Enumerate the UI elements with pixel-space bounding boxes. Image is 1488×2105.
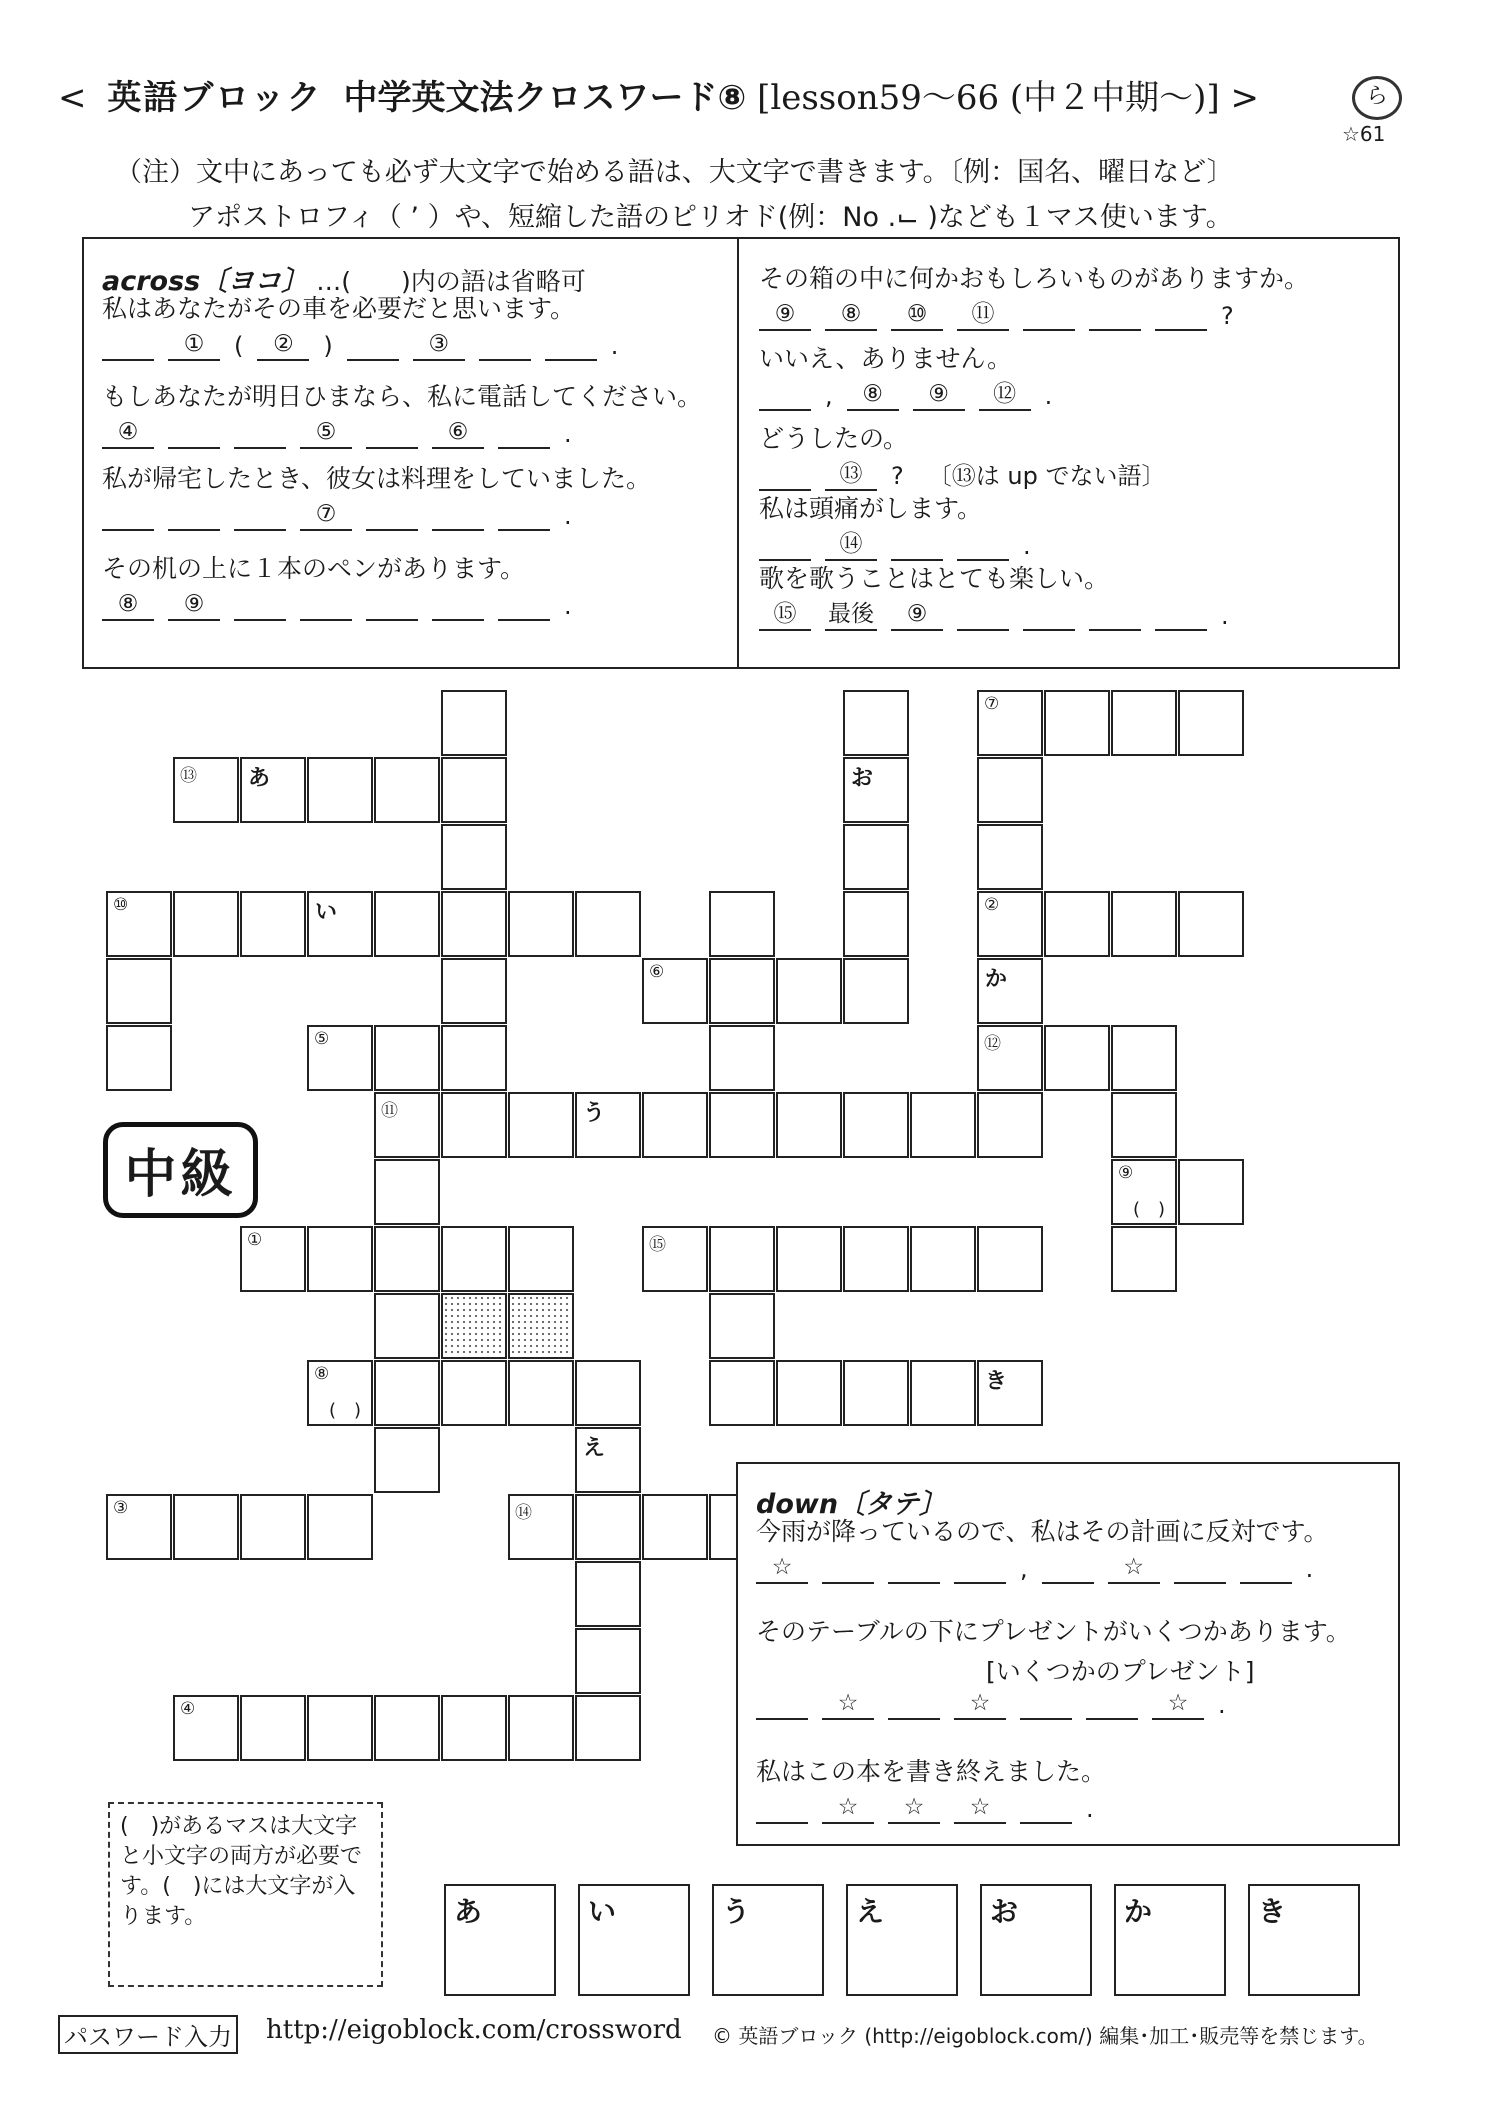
answer-blank[interactable]: ①	[168, 329, 220, 361]
keyword-box-label: か	[1124, 1895, 1153, 1928]
answer-blank[interactable]: ⑧	[847, 379, 899, 411]
grid-cell[interactable]	[173, 891, 239, 957]
punctuation: .	[564, 592, 572, 620]
answer-blank[interactable]: ⑦	[300, 499, 352, 531]
grid-cell[interactable]	[1111, 690, 1177, 756]
answer-blank[interactable]: ☆	[954, 1792, 1006, 1824]
grid-cell[interactable]	[1111, 1226, 1177, 1292]
answer-blank[interactable]: ⑥	[432, 417, 484, 449]
grid-cell[interactable]	[173, 1695, 239, 1761]
clue-sentence: 私が帰宅したとき、彼女は料理をしていました。	[102, 464, 652, 493]
answer-blank[interactable]	[1155, 299, 1207, 331]
grid-cell[interactable]	[843, 1092, 909, 1158]
clue-note: 〔⑬は up でない語〕	[927, 462, 1166, 490]
answer-row	[102, 589, 572, 621]
answer-blank[interactable]	[1089, 299, 1141, 331]
answer-blank[interactable]	[300, 589, 352, 621]
answer-blank[interactable]: ⑩	[891, 299, 943, 331]
answer-blank[interactable]: ⑨	[891, 599, 943, 631]
answer-blank[interactable]: ⑨	[913, 379, 965, 411]
grid-cell[interactable]	[441, 1025, 507, 1091]
clue-sentence: 私はこの本を書き終えました。	[756, 1757, 1107, 1786]
grid-cell[interactable]	[843, 1360, 909, 1426]
down-column	[756, 1482, 1386, 1832]
grid-cell[interactable]	[575, 1360, 641, 1426]
grid-cell[interactable]	[1111, 891, 1177, 957]
grid-cell[interactable]	[441, 1695, 507, 1761]
grid-cell[interactable]	[441, 1360, 507, 1426]
clue-number: ⑩	[113, 895, 129, 915]
clue-sentence: 歌を歌うことはとても楽しい。	[759, 564, 1110, 593]
grid-cell[interactable]	[1111, 1159, 1177, 1225]
keyword-letter: き	[985, 1369, 1008, 1394]
answer-row	[102, 499, 572, 531]
answer-blank[interactable]	[498, 589, 550, 621]
grid-cell[interactable]	[240, 757, 306, 823]
grid-cell[interactable]	[1111, 1092, 1177, 1158]
answer-blank[interactable]: ☆	[1108, 1552, 1160, 1584]
password-label: パスワード入力	[58, 2015, 238, 2054]
grid-cell[interactable]	[977, 690, 1043, 756]
grid-cell[interactable]	[575, 891, 641, 957]
keyword-box-label: う	[722, 1895, 751, 1928]
grid-cell[interactable]	[307, 1695, 373, 1761]
answer-row	[759, 599, 1229, 631]
star-code: ☆61	[1342, 122, 1386, 146]
clue-number: ③	[113, 1498, 129, 1518]
answer-blank[interactable]: ③	[413, 329, 465, 361]
answer-blank[interactable]: ⑤	[300, 417, 352, 449]
grid-cell[interactable]	[642, 1092, 708, 1158]
grid-cell[interactable]	[508, 1092, 574, 1158]
punctuation: (	[234, 332, 244, 360]
across-heading: across〔ヨコ〕	[102, 266, 309, 297]
answer-row	[756, 1552, 1313, 1584]
grid-cell[interactable]	[1178, 1159, 1244, 1225]
keyword-letter: い	[315, 900, 338, 925]
answer-blank[interactable]	[756, 1688, 808, 1720]
clue-sentence: いいえ、ありません。	[759, 344, 1013, 373]
answer-blank[interactable]: ②	[257, 329, 309, 361]
answer-blank[interactable]	[891, 529, 943, 561]
punctuation: ,	[1020, 1555, 1028, 1583]
punctuation: .	[1221, 602, 1229, 630]
grid-cell[interactable]	[441, 1226, 507, 1292]
grid-cell[interactable]	[307, 1226, 373, 1292]
clue-number: ①	[247, 1230, 263, 1250]
grid-cell[interactable]	[977, 1092, 1043, 1158]
grid-cell[interactable]	[575, 1695, 641, 1761]
grid-cell[interactable]	[508, 1494, 574, 1560]
page-header	[58, 70, 1259, 119]
answer-blank[interactable]	[759, 379, 811, 411]
clue-number: ⑮	[649, 1235, 666, 1255]
keyword-letter: お	[851, 766, 874, 791]
keyword-box[interactable]	[578, 1884, 690, 1996]
clue-number: ⑬	[180, 766, 197, 786]
answer-blank[interactable]: ⑭	[825, 529, 877, 561]
grid-cell[interactable]	[1178, 690, 1244, 756]
keyword-letter: え	[583, 1436, 606, 1461]
capital-marker: ( )	[1133, 1199, 1166, 1220]
grid-cell[interactable]	[508, 1226, 574, 1292]
answer-blank[interactable]: ☆	[822, 1688, 874, 1720]
panel-divider	[737, 239, 739, 667]
answer-blank[interactable]: ⑮	[759, 599, 811, 631]
punctuation: ?	[891, 462, 904, 490]
answer-row	[759, 459, 1165, 491]
grid-cell[interactable]	[441, 1092, 507, 1158]
logo: 英語ブロック	[107, 78, 323, 118]
clue-sentence: もしあなたが明日ひまなら、私に電話してください。	[102, 382, 703, 411]
keyword-letter: か	[985, 967, 1008, 992]
grid-cell[interactable]	[240, 1494, 306, 1560]
punctuation: .	[1023, 532, 1031, 560]
across-left-column	[102, 259, 722, 659]
answer-blank[interactable]	[347, 329, 399, 361]
answer-blank[interactable]	[759, 529, 811, 561]
grid-cell[interactable]	[307, 1025, 373, 1091]
answer-blank[interactable]: ☆	[888, 1792, 940, 1824]
clue-number: ④	[180, 1699, 196, 1719]
answer-blank[interactable]: 最後	[825, 599, 877, 631]
grid-cell[interactable]	[106, 1494, 172, 1560]
answer-blank[interactable]: ⑧	[102, 589, 154, 621]
grid-cell[interactable]	[977, 1360, 1043, 1426]
across-right-column	[759, 259, 1379, 659]
clue-sentence: その机の上に１本のペンがあります。	[102, 554, 526, 583]
grid-cell[interactable]	[1044, 1025, 1110, 1091]
keyword-box-label: え	[856, 1895, 885, 1928]
answer-blank[interactable]	[234, 499, 286, 531]
clue-subnote: [いくつかのプレゼント]	[986, 1657, 1255, 1686]
keyword-letter: あ	[248, 766, 271, 791]
lesson-range: [lesson59〜66 (中２中期〜)]	[757, 78, 1220, 118]
keyword-box-label: き	[1258, 1895, 1287, 1928]
grid-cell[interactable]	[977, 824, 1043, 890]
grid-cell[interactable]	[776, 1360, 842, 1426]
punctuation: .	[1044, 382, 1053, 410]
grid-cell[interactable]	[441, 958, 507, 1024]
clue-sentence: 今雨が降っているので、私はその計画に反対です。	[756, 1517, 1329, 1546]
clue-number: ⑫	[984, 1034, 1001, 1054]
note-line-1: （注）文中にあっても必ず大文字で始める語は、大文字で書きます。〔例：国名、曜日など〕	[115, 157, 1234, 188]
answer-blank[interactable]	[366, 499, 418, 531]
keyword-letter: う	[583, 1101, 606, 1126]
grid-cell[interactable]	[307, 891, 373, 957]
keyword-box[interactable]	[980, 1884, 1092, 1996]
answer-blank[interactable]	[479, 329, 531, 361]
answer-row	[759, 379, 1052, 411]
clue-number: ⑭	[515, 1503, 532, 1523]
grid-cell[interactable]	[843, 891, 909, 957]
grid-cell[interactable]	[374, 1226, 440, 1292]
keyword-box-label: い	[588, 1895, 617, 1928]
clue-sentence: その箱の中に何かおもしろいものがありますか。	[759, 264, 1310, 293]
clue-number: ⑤	[314, 1029, 330, 1049]
punctuation: .	[1305, 1555, 1314, 1583]
grid-cell[interactable]	[374, 1695, 440, 1761]
clue-number: ⑦	[984, 694, 1000, 714]
grid-cell[interactable]	[709, 891, 775, 957]
grid-cell[interactable]	[642, 958, 708, 1024]
keyword-box[interactable]	[1114, 1884, 1226, 1996]
punctuation: )	[323, 332, 333, 360]
grid-cell[interactable]	[977, 757, 1043, 823]
answer-blank[interactable]	[1086, 1688, 1138, 1720]
grid-cell[interactable]	[843, 757, 909, 823]
answer-blank[interactable]: ☆	[1152, 1688, 1204, 1720]
answer-row	[759, 299, 1234, 331]
answer-blank[interactable]: ⑨	[168, 589, 220, 621]
grid-cell[interactable]	[508, 1293, 574, 1359]
keyword-box[interactable]	[444, 1884, 556, 1996]
keyword-box[interactable]	[1248, 1884, 1360, 1996]
answer-blank[interactable]	[498, 499, 550, 531]
answer-blank[interactable]	[1042, 1552, 1094, 1584]
answer-blank[interactable]: ⑨	[759, 299, 811, 331]
grid-cell[interactable]	[709, 1360, 775, 1426]
answer-blank[interactable]	[1023, 599, 1075, 631]
answer-blank[interactable]: ☆	[954, 1688, 1006, 1720]
answer-blank[interactable]	[1020, 1792, 1072, 1824]
grid-cell[interactable]	[441, 757, 507, 823]
answer-blank[interactable]	[168, 417, 220, 449]
grid-cell[interactable]	[575, 1092, 641, 1158]
answer-blank[interactable]: ⑧	[825, 299, 877, 331]
keyword-box-label: お	[990, 1895, 1019, 1928]
grid-cell[interactable]	[307, 757, 373, 823]
answer-row	[102, 329, 618, 361]
grid-cell[interactable]	[374, 1025, 440, 1091]
clue-number: ②	[984, 895, 1000, 915]
grid-cell[interactable]	[709, 958, 775, 1024]
grid-cell[interactable]	[910, 1092, 976, 1158]
clue-sentence: 私はあなたがその車を必要だと思います。	[102, 294, 576, 323]
answer-blank[interactable]	[102, 499, 154, 531]
answer-blank[interactable]	[954, 1552, 1006, 1584]
grid-cell[interactable]	[709, 1092, 775, 1158]
answer-blank[interactable]	[756, 1792, 808, 1824]
grid-cell[interactable]	[977, 958, 1043, 1024]
answer-blank[interactable]: ④	[102, 417, 154, 449]
grid-cell[interactable]	[374, 1427, 440, 1493]
grid-cell[interactable]	[709, 1226, 775, 1292]
clue-sentence: どうしたの。	[759, 424, 909, 453]
answer-row	[756, 1792, 1094, 1824]
keyword-box[interactable]	[846, 1884, 958, 1996]
grid-cell[interactable]	[173, 757, 239, 823]
grid-cell[interactable]	[173, 1494, 239, 1560]
grid-cell[interactable]	[709, 1025, 775, 1091]
answer-blank[interactable]	[366, 417, 418, 449]
answer-blank[interactable]: ⑬	[825, 459, 877, 491]
grid-cell[interactable]	[1178, 891, 1244, 957]
grid-cell[interactable]	[307, 1494, 373, 1560]
grid-cell[interactable]	[843, 824, 909, 890]
grid-cell[interactable]	[508, 1360, 574, 1426]
grid-cell[interactable]	[374, 757, 440, 823]
face-icon: ら	[1352, 76, 1402, 120]
grid-cell[interactable]	[910, 1360, 976, 1426]
grid-cell[interactable]	[776, 1092, 842, 1158]
clue-sentence: 私は頭痛がします。	[759, 494, 983, 523]
answer-blank[interactable]	[1240, 1552, 1292, 1584]
answer-blank[interactable]	[498, 417, 550, 449]
clue-number: ⑨	[1118, 1163, 1134, 1183]
grid-cell[interactable]	[307, 1360, 373, 1426]
answer-blank[interactable]	[1155, 599, 1207, 631]
punctuation: .	[1218, 1691, 1226, 1719]
down-panel	[736, 1462, 1400, 1846]
grid-cell[interactable]	[508, 891, 574, 957]
answer-blank[interactable]	[234, 589, 286, 621]
answer-blank[interactable]	[957, 599, 1009, 631]
across-heading-note: …( )内の語は省略可	[316, 267, 586, 296]
grid-cell[interactable]	[642, 1494, 708, 1560]
clue-panel	[82, 237, 1400, 669]
grid-cell[interactable]	[374, 1293, 440, 1359]
grid-cell[interactable]	[374, 1360, 440, 1426]
answer-row	[759, 529, 1031, 561]
answer-blank[interactable]	[168, 499, 220, 531]
close-bracket: >	[1230, 78, 1260, 118]
grid-cell[interactable]	[575, 1494, 641, 1560]
grid-cell[interactable]	[240, 1695, 306, 1761]
capital-marker: ( )	[329, 1400, 362, 1421]
grid-cell[interactable]	[106, 958, 172, 1024]
punctuation: .	[1086, 1795, 1094, 1823]
grid-cell[interactable]	[575, 1561, 641, 1627]
note-line-2: アポストロフィ（ ’ ）や、短縮した語のピリオド(例：No .⌙ )なども１マス使います。	[188, 202, 1233, 233]
grid-cell[interactable]	[106, 1025, 172, 1091]
punctuation: ,	[825, 382, 833, 410]
answer-blank[interactable]	[102, 329, 154, 361]
answer-blank[interactable]	[432, 499, 484, 531]
grid-cell[interactable]	[843, 1226, 909, 1292]
page-title: 中学英文法クロスワード⑧	[343, 78, 747, 118]
answer-blank[interactable]	[822, 1552, 874, 1584]
clue-number: ⑪	[381, 1101, 398, 1121]
grid-cell[interactable]	[240, 891, 306, 957]
grid-cell[interactable]	[910, 1226, 976, 1292]
grid-cell[interactable]	[508, 1695, 574, 1761]
grid-cell[interactable]	[843, 958, 909, 1024]
open-bracket: <	[58, 78, 87, 118]
grid-cell[interactable]	[106, 891, 172, 957]
password-url[interactable]: http://eigoblock.com/crossword	[266, 2015, 682, 2045]
grid-cell[interactable]	[441, 1293, 507, 1359]
grid-cell[interactable]	[1044, 891, 1110, 957]
grid-cell[interactable]	[776, 1226, 842, 1292]
grid-cell[interactable]	[843, 690, 909, 756]
grid-cell[interactable]	[1111, 1025, 1177, 1091]
clue-sentence: そのテーブルの下にプレゼントがいくつかあります。	[756, 1617, 1351, 1646]
answer-blank[interactable]	[234, 417, 286, 449]
level-badge: 中級	[103, 1122, 258, 1218]
answer-blank[interactable]	[432, 589, 484, 621]
punctuation: ?	[1221, 302, 1234, 330]
grid-cell[interactable]	[977, 1025, 1043, 1091]
grid-cell[interactable]	[575, 1427, 641, 1493]
answer-blank[interactable]	[366, 589, 418, 621]
punctuation: .	[610, 332, 619, 360]
clue-number: ⑥	[649, 962, 665, 982]
answer-blank[interactable]	[1174, 1552, 1226, 1584]
punctuation: .	[564, 502, 572, 530]
grid-cell[interactable]	[776, 958, 842, 1024]
answer-blank[interactable]: ☆	[822, 1792, 874, 1824]
answer-blank[interactable]: ☆	[756, 1552, 808, 1584]
answer-blank[interactable]	[888, 1552, 940, 1584]
answer-blank[interactable]	[759, 459, 811, 491]
answer-blank[interactable]: ⑫	[979, 379, 1031, 411]
answer-blank[interactable]	[957, 529, 1009, 561]
punctuation: .	[564, 420, 572, 448]
grid-cell[interactable]	[374, 1092, 440, 1158]
answer-blank[interactable]	[545, 329, 597, 361]
grid-cell[interactable]	[575, 1628, 641, 1694]
answer-blank[interactable]	[1023, 299, 1075, 331]
grid-cell[interactable]	[709, 1293, 775, 1359]
grid-cell[interactable]	[642, 1226, 708, 1292]
grid-cell[interactable]	[374, 1159, 440, 1225]
keyword-box[interactable]	[712, 1884, 824, 1996]
answer-blank[interactable]	[1020, 1688, 1072, 1720]
answer-blank[interactable]	[1089, 599, 1141, 631]
grid-cell[interactable]	[441, 891, 507, 957]
grid-cell[interactable]	[977, 1226, 1043, 1292]
grid-cell[interactable]	[1044, 690, 1110, 756]
answer-row	[102, 417, 572, 449]
grid-cell[interactable]	[374, 891, 440, 957]
keyword-box-label: あ	[454, 1895, 483, 1928]
answer-blank[interactable]	[888, 1688, 940, 1720]
down-heading: down〔タテ〕	[756, 1489, 947, 1520]
copyright: © 英語ブロック (http://eigoblock.com/) 編集･加工･販売等を禁じます。	[712, 2024, 1378, 2048]
hint-box: ( )があるマスは大文字と小文字の両方が必要です。( )には大文字が入ります。	[108, 1802, 383, 1987]
answer-row	[756, 1688, 1226, 1720]
clue-number: ⑧	[314, 1364, 330, 1384]
grid-cell[interactable]	[240, 1226, 306, 1292]
grid-cell[interactable]	[977, 891, 1043, 957]
grid-cell[interactable]	[441, 690, 507, 756]
answer-blank[interactable]: ⑪	[957, 299, 1009, 331]
grid-cell[interactable]	[441, 824, 507, 890]
